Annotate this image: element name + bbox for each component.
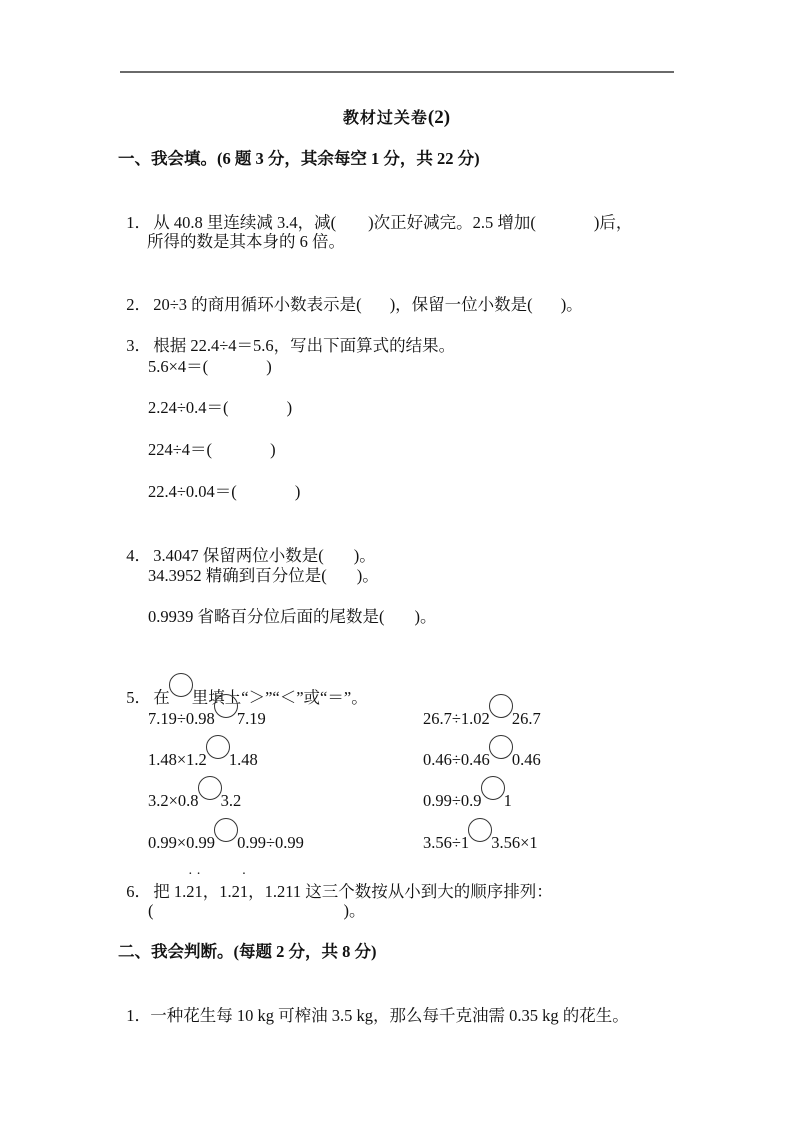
compare-right: 7.19	[236, 709, 266, 728]
compare-item	[148, 818, 304, 854]
question-number: 4．	[126, 546, 151, 565]
compare-item	[148, 694, 266, 730]
title-number: (2)	[427, 107, 451, 128]
question-number: 3．	[126, 336, 151, 355]
compare-left: 0.99×0.99	[148, 833, 216, 852]
question-6	[118, 859, 553, 903]
compare-right: 0.99÷0.99	[237, 833, 304, 852]
close-paren: )。	[356, 566, 379, 585]
question-number: 2．	[126, 295, 151, 314]
compare-item	[423, 776, 512, 812]
expression: 224÷4＝(	[148, 440, 213, 459]
compare-circle[interactable]	[206, 735, 230, 759]
question-text: 34.3952 精确到百分位是(	[148, 566, 327, 585]
q3-item-4	[148, 481, 300, 503]
q3-item-1	[148, 356, 272, 378]
question-text: 里填上“＞”“＜”或“＝”。	[191, 688, 368, 707]
close-paren: )。	[414, 607, 437, 626]
close-paren: )。	[343, 901, 366, 920]
close-paren: )	[294, 482, 301, 501]
question-number: 1．	[126, 1006, 151, 1025]
decimal-3: 1.211	[264, 882, 302, 901]
compare-right: 3.2	[220, 791, 242, 810]
repeating-decimal-2: 1.2	[219, 882, 240, 901]
question-text: 根据 22.4÷4＝5.6，写出下面算式的结果。	[153, 336, 456, 355]
open-paren: (	[148, 901, 154, 920]
question-text: 把	[153, 882, 174, 901]
compare-circle[interactable]	[481, 776, 505, 800]
close-paren: )	[266, 357, 272, 376]
question-text: 一种花生每 10 kg 可榨油 3.5 kg，那么每千克油需 0.35 kg 的花生。	[150, 1006, 629, 1025]
compare-left: 0.99÷0.9	[423, 791, 482, 810]
compare-item	[148, 735, 258, 771]
header-rule	[120, 71, 674, 73]
compare-item	[423, 735, 541, 771]
question-number: 6．	[126, 882, 151, 901]
repeating-digit: · 1	[240, 881, 248, 903]
compare-left: 7.19÷0.98	[148, 709, 215, 728]
section-heading-1: 一、我会填。(6 题 3 分，其余每空 1 分，共 22 分)	[118, 149, 480, 168]
compare-circle[interactable]	[198, 776, 222, 800]
compare-circle[interactable]	[489, 694, 513, 718]
separator: ，	[202, 882, 220, 901]
question-text: 20÷3 的商用循环小数表示是(	[153, 295, 362, 314]
question-text: 这三个数按从小到大的顺序排列：	[301, 882, 553, 901]
close-paren: )	[270, 440, 276, 459]
close-paren: )	[286, 398, 293, 417]
question-number: 5．	[126, 688, 151, 707]
question-4	[118, 523, 376, 567]
repeating-digit: · 1	[195, 881, 203, 903]
compare-right: 1	[503, 791, 512, 810]
compare-circle[interactable]	[489, 735, 513, 759]
title-text: 教材过关卷	[342, 108, 428, 127]
compare-circle[interactable]	[214, 818, 238, 842]
compare-circle[interactable]	[468, 818, 492, 842]
question-text: )。	[560, 295, 583, 314]
question-text: 在	[153, 688, 170, 707]
q4-item-3	[148, 606, 437, 628]
question-3	[118, 313, 455, 357]
q4-item-2	[148, 565, 379, 587]
separator: ，	[248, 882, 265, 901]
compare-right: 3.56×1	[491, 833, 538, 852]
question-text: 从 40.8 里连续减 3.4，减(	[153, 213, 337, 232]
repeating-digit: · 2	[186, 881, 194, 903]
compare-item	[423, 818, 538, 854]
expression: 5.6×4＝(	[148, 357, 209, 376]
repeating-decimal-1: 1.	[173, 882, 187, 901]
question-number: 1．	[126, 213, 151, 232]
question-text: )，保留一位小数是(	[389, 295, 533, 314]
close-paren: )。	[353, 546, 376, 565]
compare-left: 3.2×0.8	[148, 791, 199, 810]
compare-left: 1.48×1.2	[148, 750, 207, 769]
question-text: 3.4047 保留两位小数是(	[153, 546, 324, 565]
expression: 22.4÷0.04＝(	[148, 482, 237, 501]
question-text: )后，	[593, 213, 633, 232]
question-text: 0.9939 省略百分位后面的尾数是(	[148, 607, 385, 626]
compare-item	[423, 694, 541, 730]
page-title	[0, 105, 793, 131]
question-6-answer	[148, 900, 366, 922]
q3-item-3	[148, 439, 276, 461]
section-heading-2: 二、我会判断。(每题 2 分，共 8 分)	[118, 942, 377, 961]
compare-circle[interactable]	[214, 694, 238, 718]
compare-left: 26.7÷1.02	[423, 709, 490, 728]
judge-question-1	[118, 983, 629, 1027]
compare-right: 26.7	[511, 709, 541, 728]
question-1	[118, 190, 632, 234]
question-2	[118, 272, 583, 316]
question-1-continued: 所得的数是其本身的 6 倍。	[147, 232, 345, 251]
expression: 2.24÷0.4＝(	[148, 398, 229, 417]
compare-left: 0.46÷0.46	[423, 750, 490, 769]
q3-item-2	[148, 397, 292, 419]
compare-right: 1.48	[228, 750, 258, 769]
compare-item	[148, 776, 241, 812]
compare-right: 0.46	[511, 750, 541, 769]
compare-left: 3.56÷1	[423, 833, 470, 852]
question-text: )次正好减完。2.5 增加(	[368, 213, 536, 232]
